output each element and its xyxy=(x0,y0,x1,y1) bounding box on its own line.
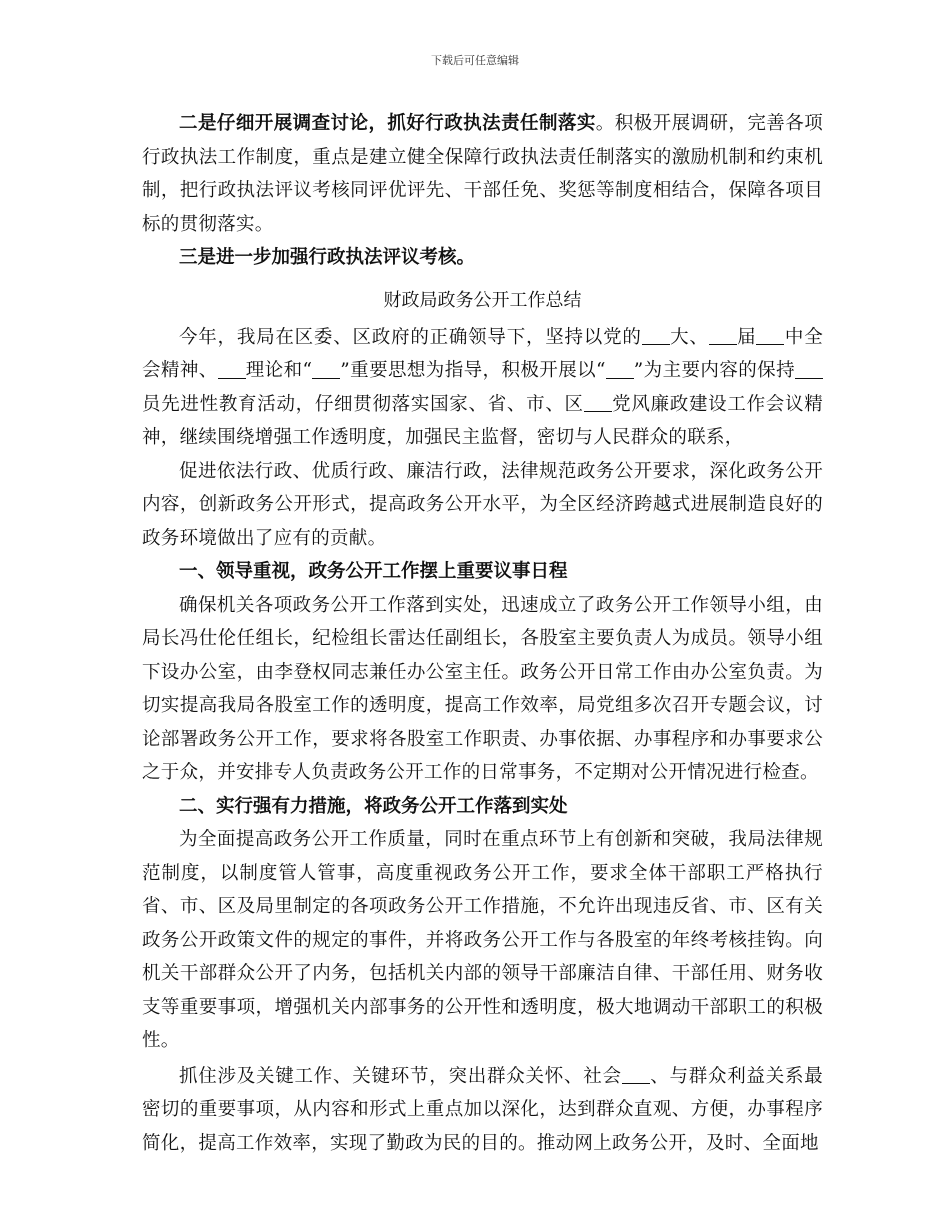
paragraph-lead-bold: 二是仔细开展调查讨论，抓好行政执法责任制落实 xyxy=(179,113,596,134)
text-run: 理论和“ xyxy=(245,360,313,381)
fill-blank xyxy=(584,393,612,413)
section-heading-leadership: 一、领导重视，政务公开工作摆上重要议事日程 xyxy=(179,561,568,582)
paragraph-key-work xyxy=(142,1060,823,1161)
text-run: ”重要思想为指导，积极开展以“ xyxy=(340,360,606,381)
fill-blank xyxy=(622,1065,650,1085)
fill-blank xyxy=(606,359,634,379)
paragraph-promote: 促进依法行政、优质行政、廉洁行政，法律规范政务公开要求，深化政务公开内容，创新政务公开形式，提高政务公开水平，为全区经济跨越式进展制造良好的政务环境做出了应有的贡献。 xyxy=(142,460,823,549)
paragraph-text: 。积极开展调研，完善各项行政执法工作制度，重点是建立健全保障行政执法责任制落实的激励机制和约束机制，把行政执法评议考核同评优评先、干部任免、奖惩等制度相结合，保障各项目标的贯彻落实。 xyxy=(142,113,823,235)
text-run: 党风廉政建设工作会议精神，继续围绕增强工作透明度，加强民主监督，密切与人民群众的联系， xyxy=(142,393,823,448)
document-body xyxy=(142,107,823,1160)
text-run: ”为主要内容的保持 xyxy=(633,360,795,381)
text-run: 今年，我局在区委、区政府的正确领导下，坚持以党的 xyxy=(179,326,642,348)
fill-blank xyxy=(218,359,246,379)
text-run: 中全会精神、 xyxy=(142,326,823,381)
text-run: 、与群众利益关系最密切的重要事项，从内容和形式上重点加以深化，达到群众直观、方便，办事程序简化，提高工作效率，实现了勤政为民的目的。推动网上政务公开，及时、全面地 xyxy=(142,1065,823,1154)
fill-blank xyxy=(709,326,737,346)
document-title: 财政局政务公开工作总结 xyxy=(383,289,582,311)
paragraph-evaluation-heading: 三是进一步加强行政执法评议考核。 xyxy=(179,247,476,268)
fill-blank xyxy=(312,359,340,379)
paragraph-investigation xyxy=(142,107,823,241)
text-run: 抓住涉及关键工作、关键环节，突出群众关怀、社会 xyxy=(179,1065,622,1087)
paragraph-leadership: 确保机关各项政务公开工作落到实处，迅速成立了政务公开工作领导小组，由局长冯仕伦任组长，纪检组长雷达任副组长，各股室主要负责人为成员。领导小组下设办公室，由李登权同志兼任办公室主任。政务公开日常工作由办公室负责。为切实提高我局各股室工作的透明度，提高工作效率，局党组多次召开专题会议，讨论部署政务公开工作，要求将各股室工作职责、办事依据、办事程序和办事要求公之于众，并安排专人负责政务公开工作的日常事务，不定期对公开情况进行检查。 xyxy=(142,594,823,783)
fill-blank xyxy=(756,326,784,346)
section-heading-measures: 二、实行强有力措施，将政务公开工作落到实处 xyxy=(179,795,568,817)
text-run: 届 xyxy=(736,326,757,348)
fill-blank xyxy=(642,326,670,346)
text-run: 员先进性教育活动，仔细贯彻落实国家、省、市、区 xyxy=(142,393,584,415)
text-run: 大、 xyxy=(669,326,709,348)
page-header-note: 下载后可任意编辑 xyxy=(431,54,519,67)
paragraph-intro xyxy=(142,321,823,455)
fill-blank xyxy=(795,359,823,379)
paragraph-measures: 为全面提高政务公开工作质量，同时在重点环节上有创新和突破，我局法律规范制度，以制度管人管事，高度重视政务公开工作，要求全体干部职工严格执行省、市、区及局里制定的各项政务公开工作措施，不允许出现违反省、市、区有关政务公开政策文件的规定的事件，并将政务公开工作与各股室的年终考核挂钩。向机关干部群众公开了内务，包括机关内部的领导干部廉洁自律、干部任用、财务收支等重要事项，增强机关内部事务的公开性和透明度，极大地调动干部职工的积极性。 xyxy=(142,829,823,1051)
